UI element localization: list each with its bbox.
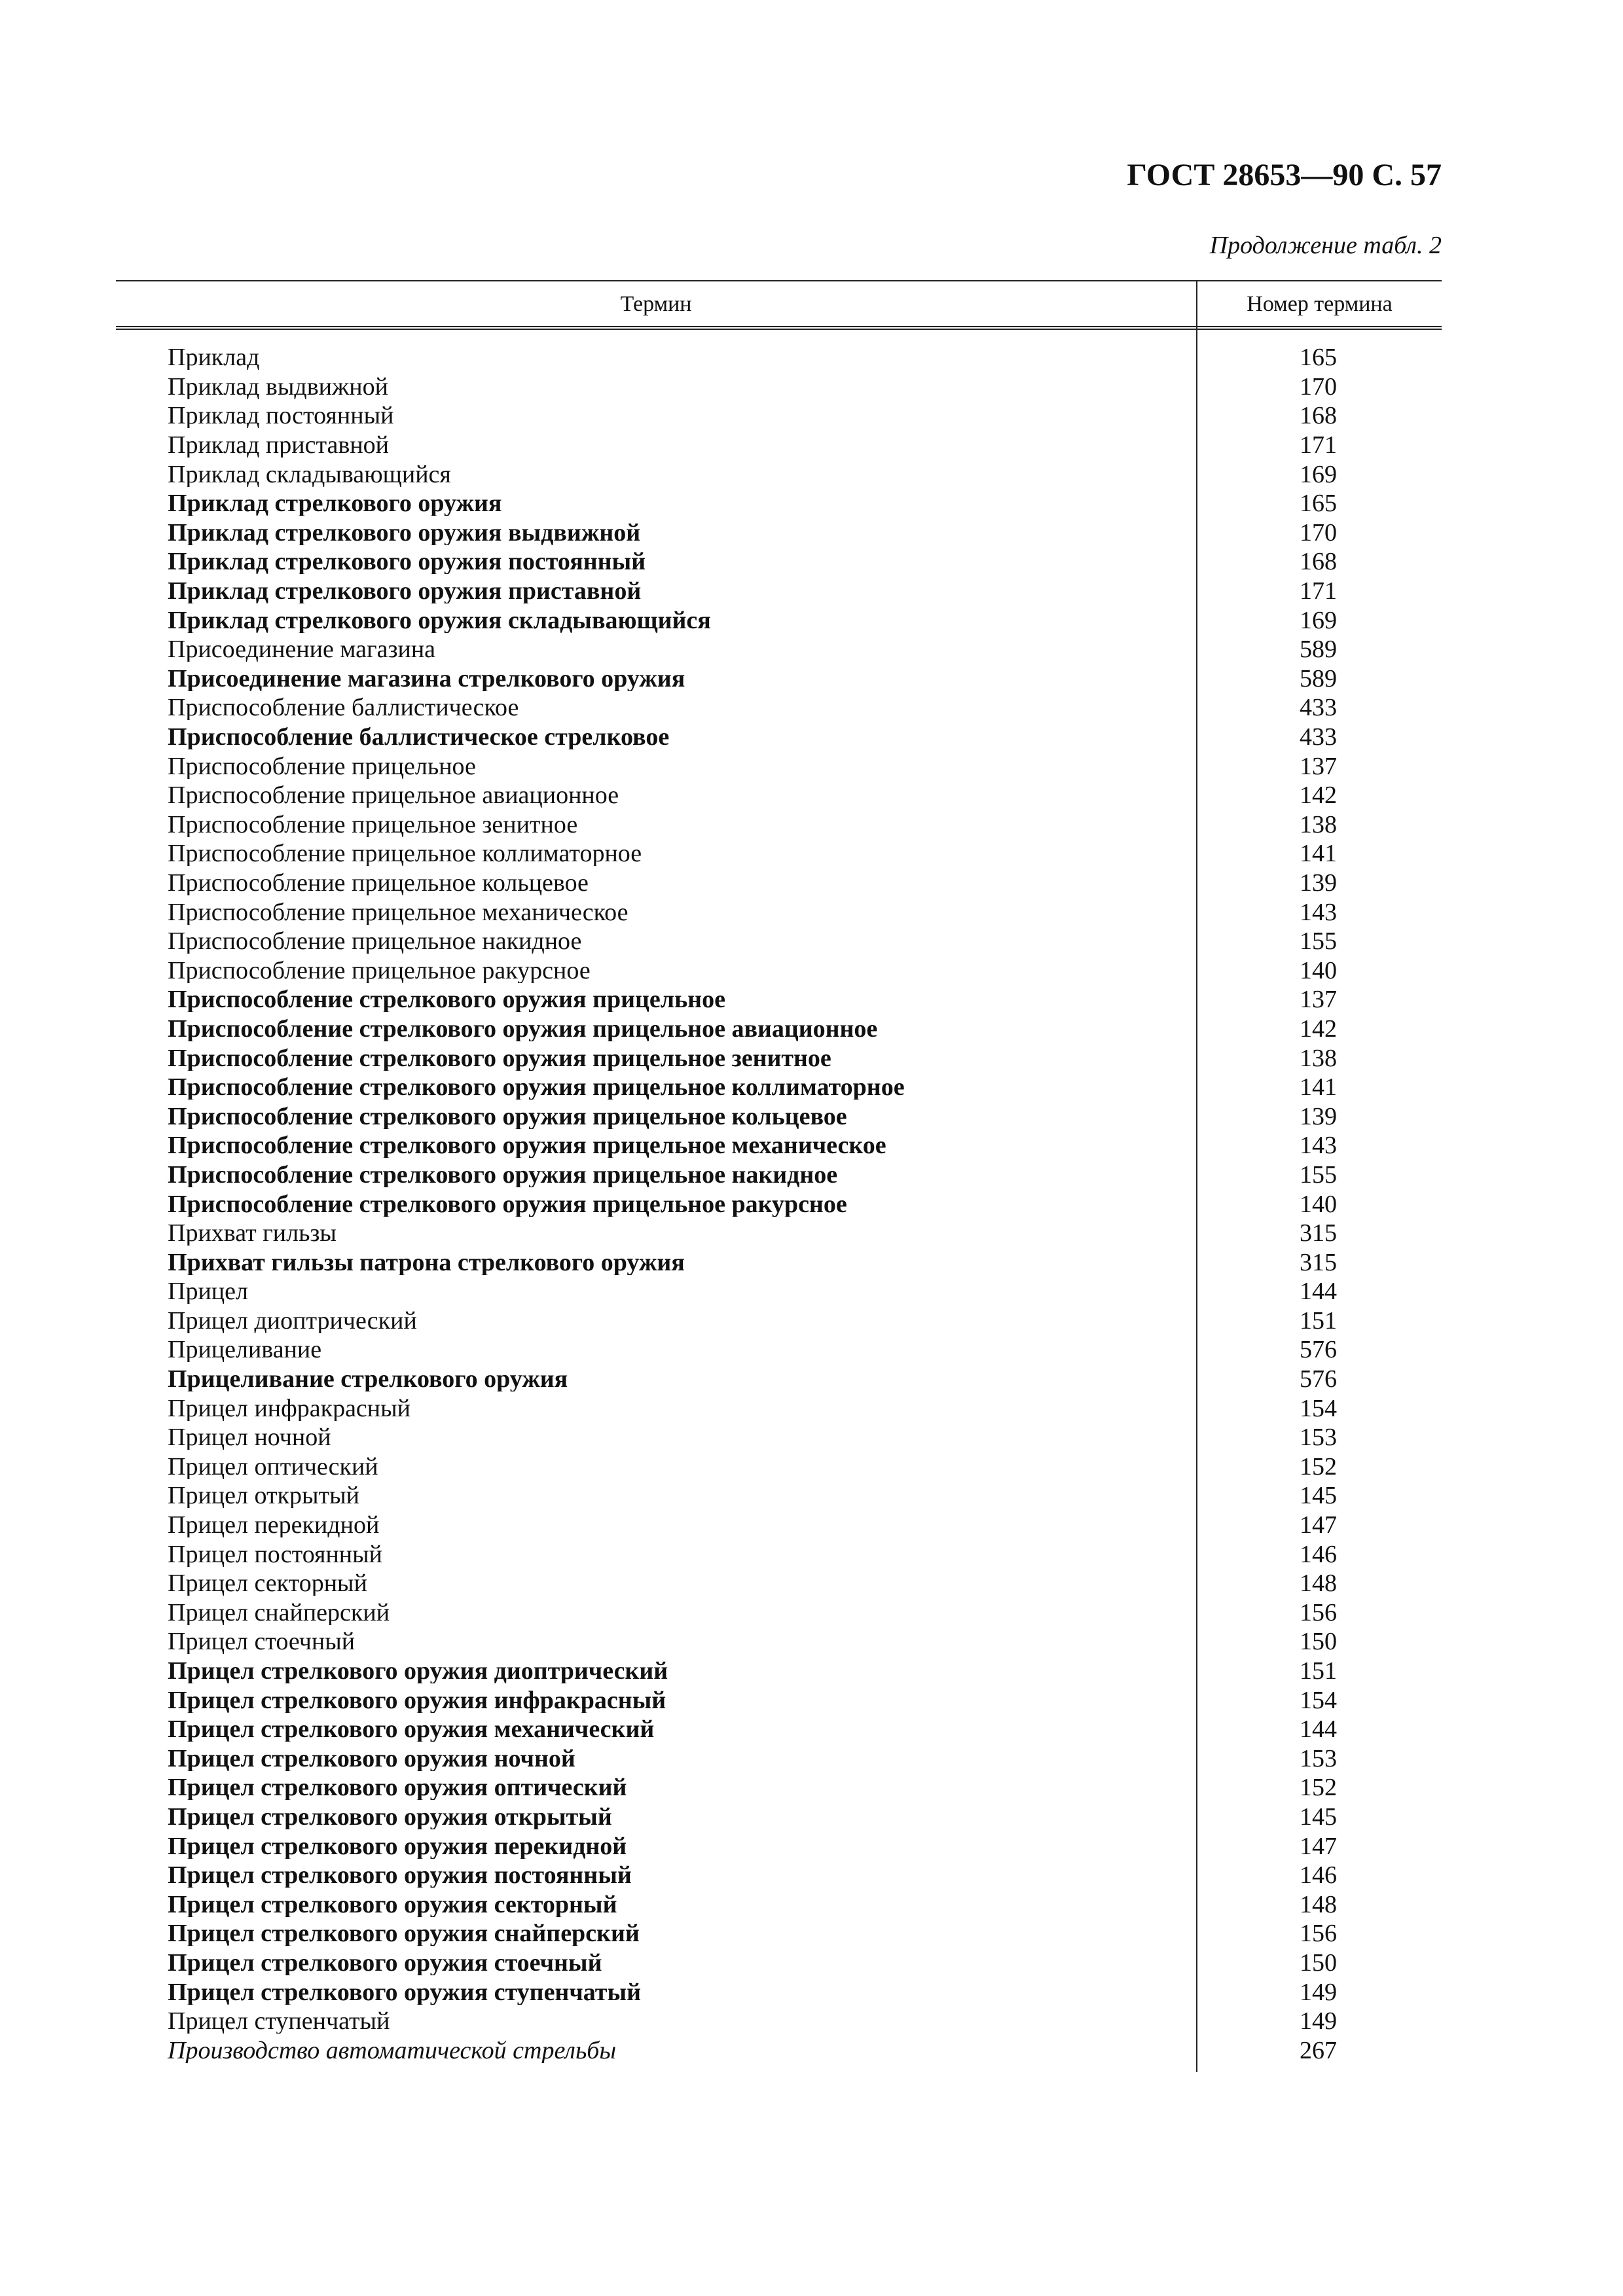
term-number-cell: 169 <box>1300 606 1337 634</box>
table-row <box>116 1043 1442 1073</box>
term-number-cell: 151 <box>1300 1306 1337 1335</box>
term-number-cell: 315 <box>1300 1248 1337 1276</box>
term-number-cell: 155 <box>1300 927 1337 956</box>
term-number-cell: 171 <box>1300 431 1337 459</box>
term-cell: Прицел стрелкового оружия перекидной <box>168 1833 627 1859</box>
term-number-cell: 165 <box>1300 344 1337 372</box>
term-number-cell: 433 <box>1300 723 1337 751</box>
table-row <box>116 1539 1442 1569</box>
table-row <box>116 1685 1442 1715</box>
table-row <box>116 1831 1442 1861</box>
term-number-cell: 140 <box>1300 956 1337 984</box>
term-number-cell: 146 <box>1300 1861 1337 1890</box>
term-number-cell: 149 <box>1300 1978 1337 2006</box>
term-cell: Приклад приставной <box>168 433 389 458</box>
table-row <box>116 431 1442 460</box>
term-number-cell: 143 <box>1300 1132 1337 1160</box>
term-cell: Приспособление стрелкового оружия прицельное авиационное <box>168 1016 878 1041</box>
term-cell: Прицел инфракрасный <box>168 1395 411 1421</box>
term-cell: Прицел секторный <box>168 1571 367 1596</box>
table-row <box>116 781 1442 810</box>
term-cell: Прицел постоянный <box>168 1541 382 1567</box>
term-number-cell: 142 <box>1300 1014 1337 1043</box>
table-row <box>116 1073 1442 1102</box>
table-row <box>116 956 1442 985</box>
term-number-cell: 315 <box>1300 1219 1337 1247</box>
table-row <box>116 1131 1442 1160</box>
table-row <box>116 635 1442 664</box>
term-number-cell: 142 <box>1300 781 1337 810</box>
term-cell: Прихват гильзы <box>168 1221 337 1246</box>
term-cell: Приспособление стрелкового оружия прицельное кольцевое <box>168 1103 847 1129</box>
table-row <box>116 1393 1442 1423</box>
term-cell: Прицел стрелкового оружия секторный <box>168 1892 617 1917</box>
term-cell: Приклад стрелкового оружия постоянный <box>168 549 646 575</box>
term-number-cell: 267 <box>1300 2036 1337 2064</box>
table-row <box>116 810 1442 840</box>
table-row <box>116 985 1442 1014</box>
table-row <box>116 1919 1442 1948</box>
term-cell: Прицел стрелкового оружия диоптрический <box>168 1659 668 1684</box>
term-cell: Приспособление прицельное накидное <box>168 929 582 954</box>
table-row <box>116 927 1442 956</box>
term-cell: Прицел <box>168 1279 248 1304</box>
term-cell: Прицел стрелкового оружия механический <box>168 1717 655 1742</box>
column-header-term: Термин <box>620 292 692 316</box>
table-row <box>116 1247 1442 1277</box>
table-row <box>116 723 1442 752</box>
term-number-cell: 151 <box>1300 1657 1337 1685</box>
term-number-cell: 145 <box>1300 1482 1337 1510</box>
table-row <box>116 1569 1442 1598</box>
table-row <box>116 401 1442 431</box>
table-row <box>116 1744 1442 1774</box>
term-number-cell: 139 <box>1300 869 1337 897</box>
table-row <box>116 869 1442 898</box>
table-row <box>116 1423 1442 1452</box>
table-row <box>116 1160 1442 1190</box>
term-number-cell: 433 <box>1300 694 1337 722</box>
term-cell: Прицел стрелкового оружия открытый <box>168 1804 612 1829</box>
term-number-cell: 154 <box>1300 1686 1337 1714</box>
term-cell: Прицел снайперский <box>168 1600 390 1625</box>
term-cell: Приспособление стрелкового оружия прицельное накидное <box>168 1162 838 1187</box>
term-number-cell: 155 <box>1300 1160 1337 1189</box>
table-row <box>116 1715 1442 1744</box>
term-number-cell: 153 <box>1300 1424 1337 1452</box>
term-cell: Приспособление прицельное механическое <box>168 899 629 925</box>
term-number-cell: 156 <box>1300 1920 1337 1948</box>
table-row <box>116 664 1442 694</box>
term-cell: Производство автоматической стрельбы <box>168 2037 617 2063</box>
term-cell: Прицел стрелкового оружия ночной <box>168 1746 575 1771</box>
table-top-rule <box>116 280 1442 281</box>
term-cell: Прихват гильзы патрона стрелкового оружия <box>168 1249 685 1275</box>
term-number-cell: 154 <box>1300 1394 1337 1422</box>
term-cell: Прицел стрелкового оружия постоянный <box>168 1863 632 1888</box>
table-row <box>116 1627 1442 1657</box>
table-row <box>116 1365 1442 1394</box>
term-number-cell: 168 <box>1300 402 1337 430</box>
term-number-cell: 147 <box>1300 1511 1337 1539</box>
term-cell: Приспособление стрелкового оружия прицельное механическое <box>168 1133 886 1158</box>
term-cell: Прицел диоптрический <box>168 1308 417 1333</box>
table-row <box>116 1948 1442 1978</box>
term-number-cell: 149 <box>1300 2007 1337 2036</box>
table-row <box>116 577 1442 606</box>
term-cell: Прицел стрелкового оружия стоечный <box>168 1950 602 1975</box>
table-row <box>116 693 1442 723</box>
column-header-number: Номер термина <box>1247 292 1393 316</box>
term-cell: Прицел перекидной <box>168 1513 380 1538</box>
term-number-cell: 170 <box>1300 372 1337 401</box>
table-row <box>116 372 1442 402</box>
term-number-cell: 589 <box>1300 636 1337 664</box>
term-number-cell: 146 <box>1300 1540 1337 1568</box>
term-number-cell: 589 <box>1300 664 1337 692</box>
table-row <box>116 897 1442 927</box>
term-number-cell: 169 <box>1300 460 1337 488</box>
term-cell: Приспособление стрелкового оружия прицельное зенитное <box>168 1045 831 1071</box>
term-number-cell: 137 <box>1300 986 1337 1014</box>
term-number-cell: 143 <box>1300 898 1337 926</box>
term-cell: Приклад стрелкового оружия складывающийся <box>168 607 711 633</box>
term-number-cell: 137 <box>1300 752 1337 780</box>
table-row <box>116 1598 1442 1628</box>
table-row <box>116 343 1442 372</box>
term-cell: Прицел открытый <box>168 1483 360 1509</box>
term-number-cell: 150 <box>1300 1948 1337 1977</box>
term-number-cell: 138 <box>1300 1044 1337 1072</box>
term-number-cell: 152 <box>1300 1774 1337 1802</box>
term-number-cell: 147 <box>1300 1832 1337 1860</box>
table-row <box>116 1277 1442 1306</box>
term-cell: Приспособление стрелкового оружия прицельное ракурсное <box>168 1191 847 1217</box>
term-cell: Приспособление стрелкового оружия прицельное <box>168 987 725 1013</box>
table-row <box>116 1861 1442 1890</box>
table-row <box>116 1481 1442 1511</box>
table-row <box>116 839 1442 869</box>
term-cell: Прицел оптический <box>168 1454 378 1479</box>
table-row <box>116 2007 1442 2036</box>
term-cell: Приклад постоянный <box>168 403 394 429</box>
term-number-cell: 576 <box>1300 1365 1337 1393</box>
term-cell: Прицеливание <box>168 1337 322 1363</box>
term-cell: Прицел стрелкового оружия ступенчатый <box>168 1979 642 2005</box>
table-row <box>116 1014 1442 1044</box>
term-number-cell: 168 <box>1300 548 1337 576</box>
term-cell: Приспособление прицельное авиационное <box>168 783 619 808</box>
term-number-cell: 140 <box>1300 1190 1337 1218</box>
term-number-cell: 148 <box>1300 1570 1337 1598</box>
term-number-cell: 138 <box>1300 810 1337 838</box>
term-cell: Прицел стоечный <box>168 1629 356 1655</box>
term-cell: Приклад выдвижной <box>168 374 388 399</box>
term-number-cell: 153 <box>1300 1744 1337 1772</box>
table-row <box>116 1306 1442 1336</box>
term-cell: Прицел ночной <box>168 1425 331 1450</box>
term-cell: Приклад стрелкового оружия приставной <box>168 579 642 604</box>
table-row <box>116 1773 1442 1803</box>
table-row <box>116 605 1442 635</box>
table-row <box>116 1657 1442 1686</box>
term-number-cell: 139 <box>1300 1102 1337 1130</box>
table-row <box>116 1335 1442 1365</box>
term-number-cell: 141 <box>1300 840 1337 868</box>
table-row <box>116 1977 1442 2007</box>
term-number-cell: 148 <box>1300 1890 1337 1918</box>
table-continuation-caption: Продолжение табл. 2 <box>1209 232 1442 259</box>
page-header-title: ГОСТ 28653—90 С. 57 <box>1127 158 1442 192</box>
term-cell: Приспособление прицельное ракурсное <box>168 958 591 983</box>
term-cell: Приспособление прицельное кольцевое <box>168 870 589 895</box>
term-number-cell: 144 <box>1300 1278 1337 1306</box>
term-cell: Приспособление баллистическое стрелковое <box>168 725 670 750</box>
table-row <box>116 1189 1442 1219</box>
term-cell: Приспособление стрелкового оружия прицельное коллиматорное <box>168 1075 905 1100</box>
term-cell: Прицел стрелкового оружия снайперский <box>168 1921 640 1946</box>
term-number-cell: 145 <box>1300 1803 1337 1831</box>
term-cell: Приспособление прицельное <box>168 753 476 779</box>
table-row <box>116 489 1442 518</box>
term-number-cell: 165 <box>1300 490 1337 518</box>
term-cell: Прицел стрелкового оружия оптический <box>168 1775 627 1801</box>
term-number-cell: 152 <box>1300 1452 1337 1480</box>
table-row <box>116 1511 1442 1540</box>
term-number-cell: 171 <box>1300 577 1337 605</box>
term-cell: Приспособление прицельное коллиматорное <box>168 841 642 867</box>
term-number-cell: 150 <box>1300 1628 1337 1656</box>
term-cell: Прицел стрелкового оружия инфракрасный <box>168 1687 666 1713</box>
table-header-rule <box>116 326 1442 330</box>
term-number-cell: 156 <box>1300 1598 1337 1626</box>
term-cell: Приспособление баллистическое <box>168 695 519 721</box>
table-row <box>116 1102 1442 1131</box>
table-row <box>116 1890 1442 1919</box>
table-row <box>116 1219 1442 1248</box>
table-row <box>116 1803 1442 1832</box>
table-body <box>116 343 1442 2065</box>
term-cell: Присоединение магазина <box>168 637 436 662</box>
table-row <box>116 547 1442 577</box>
table-row <box>116 2036 1442 2065</box>
term-number-cell: 576 <box>1300 1336 1337 1364</box>
table-row <box>116 459 1442 489</box>
term-cell: Прицел ступенчатый <box>168 2009 390 2034</box>
term-cell: Приклад стрелкового оружия выдвижной <box>168 520 641 545</box>
term-cell: Приклад <box>168 345 260 370</box>
term-number-cell: 141 <box>1300 1073 1337 1102</box>
table-row <box>116 1452 1442 1482</box>
table-row <box>116 518 1442 548</box>
term-number-cell: 170 <box>1300 518 1337 547</box>
term-cell: Прицеливание стрелкового оружия <box>168 1367 568 1392</box>
term-cell: Приспособление прицельное зенитное <box>168 812 578 837</box>
term-number-cell: 144 <box>1300 1715 1337 1744</box>
table-row <box>116 751 1442 781</box>
term-cell: Приклад складывающийся <box>168 461 451 487</box>
term-cell: Присоединение магазина стрелкового оружия <box>168 666 685 691</box>
term-cell: Приклад стрелкового оружия <box>168 491 502 516</box>
